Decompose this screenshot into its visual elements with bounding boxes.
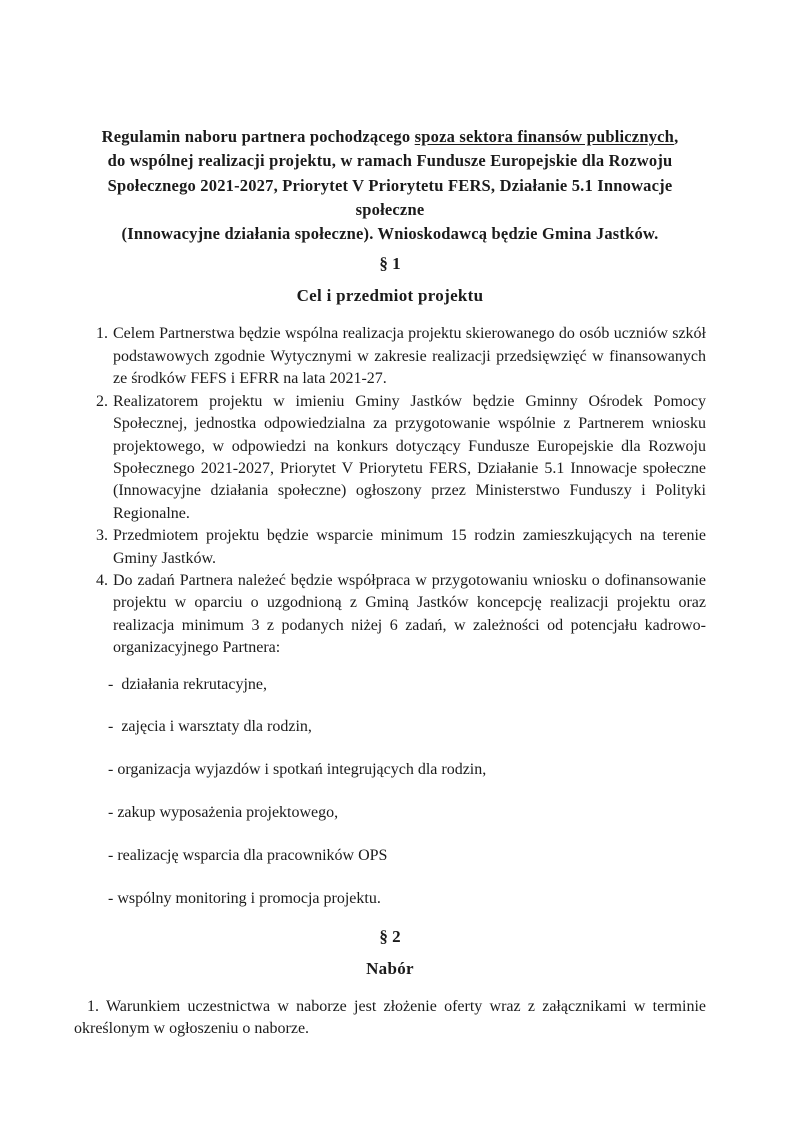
document-title — [74, 125, 706, 246]
list-item — [74, 525, 706, 570]
title-line-3: Społecznego 2021-2027, Priorytet V Priorytetu FERS, Działanie 5.1 Innowacje społeczne — [107, 175, 673, 219]
section-1-heading: Cel i przedmiot projektu — [296, 286, 484, 306]
title-line-2: do wspólnej realizacji projektu, w ramach Fundusze Europejskie dla Rozwoju — [107, 151, 673, 171]
section-2-paragraph: 1. Warunkiem uczestnictwa w naborze jest złożenie oferty wraz z załącznikami w terminie określonym w ogłoszeniu o naborze. — [74, 997, 706, 1037]
list-item-number: 3. — [96, 527, 108, 545]
title-line-1-post: , — [674, 127, 679, 146]
document-content — [74, 125, 706, 1040]
section-2-mark: § 2 — [379, 926, 401, 946]
title-underlined-phrase: spoza sektora finansów publicznych — [414, 127, 675, 146]
list-item-number: 4. — [96, 571, 108, 589]
list-item-text: Do zadań Partnera należeć będzie współpraca w przygotowaniu wniosku o dofinansowanie projektu w oparciu o uzgodnioną z Gminą Jastków koncepcję realizacji projektu oraz realizacja minimum 3 z podanych niżej 6 zadań, w zależności od potencjału kadrowo-organizacyjnego Partnera: — [113, 571, 706, 657]
title-line-1 — [74, 125, 706, 149]
task-item: - realizację wsparcia dla pracowników OPS — [108, 847, 388, 865]
task-item: - zajęcia i warsztaty dla rodzin, — [108, 718, 312, 736]
task-item: - zakup wyposażenia projektowego, — [108, 804, 339, 822]
list-item — [74, 391, 706, 525]
section-1-mark: § 1 — [379, 254, 401, 274]
task-dash-list — [74, 674, 706, 911]
task-item: - działania rekrutacyjne, — [108, 675, 268, 693]
title-line-1-pre: Regulamin naboru partnera pochodzącego — [101, 127, 415, 146]
list-item — [74, 570, 706, 660]
section-2 — [74, 927, 706, 1041]
list-item-number: 1. — [96, 325, 108, 343]
task-item: - organizacja wyjazdów i spotkań integrujących dla rodzin, — [108, 761, 487, 779]
list-item-text: Realizatorem projektu w imieniu Gminy Jastków będzie Gminny Ośrodek Pomocy Społecznej, jednostka odpowiedzialna za przygotowanie wspólnie z Partnerem wniosku projektowego, w odpowiedzi na konkurs dotyczący Fundusze Europejskie dla Rozwoju Społecznego 2021-2027, Priorytet V Priorytetu FERS, Działanie 5.1 Innowacje społeczne (Innowacyjne działania społeczne) ogłoszony przez Ministerstwo Funduszy i Polityki Regionalne. — [113, 392, 706, 522]
section-1-numbered-list — [74, 323, 706, 910]
list-item-number: 2. — [96, 392, 108, 410]
list-item — [74, 323, 706, 390]
list-item-text: Przedmiotem projektu będzie wsparcie minimum 15 rodzin zamieszkujących na terenie Gminy Jastków. — [113, 527, 706, 567]
task-item: - wspólny monitoring i promocja projektu. — [108, 890, 381, 908]
section-2-heading: Nabór — [366, 958, 414, 978]
list-item-text: Celem Partnerstwa będzie wspólna realizacja projektu skierowanego do osób uczniów szkół podstawowych zgodnie Wytycznymi w zakresie realizacji przedsięwzięć w finansowanych ze środków FEFS i EFRR na lata 2021-27. — [113, 325, 706, 388]
title-line-4: (Innowacyjne działania społeczne). Wnioskodawcą będzie Gmina Jastków. — [121, 224, 659, 244]
